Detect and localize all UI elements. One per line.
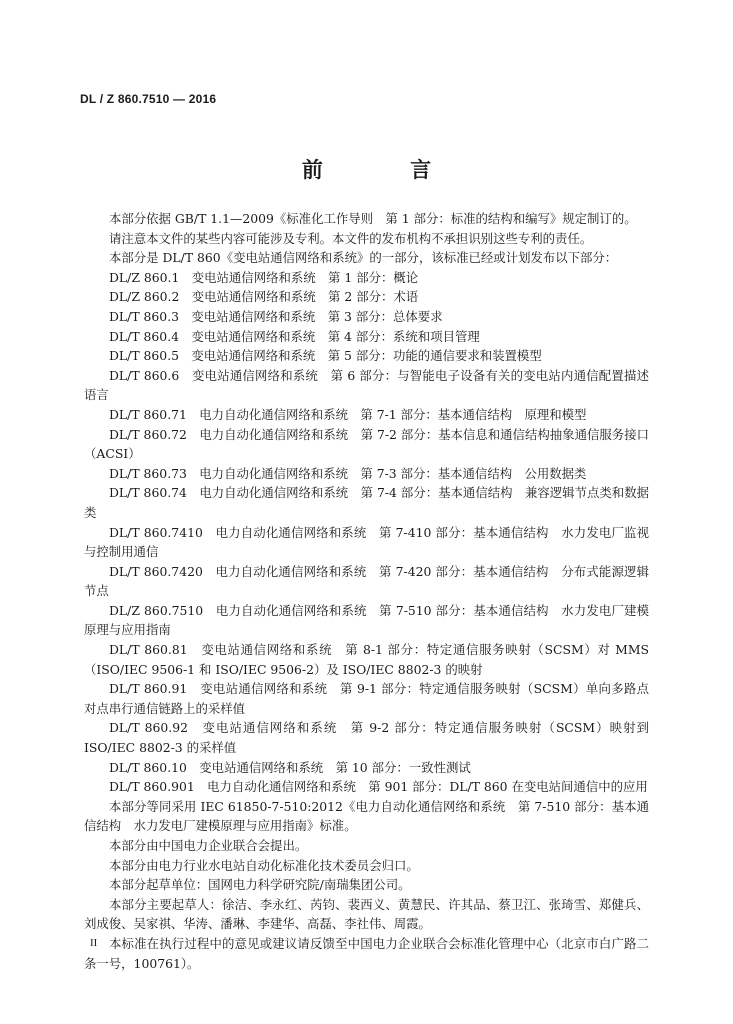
list-item-part-4: DL/T 860.4 变电站通信网络和系统 第 4 部分：系统和项目管理	[109, 328, 480, 344]
document-number: DL / Z 860.7510 — 2016	[80, 92, 217, 106]
list-item-part-92: DL/T 860.92 变电站通信网络和系统 第 9-2 部分：特定通信服务映射（SCSM）映射到 ISO/IEC 8802-3 的采样值	[84, 720, 649, 756]
page-title: 前 言	[301, 157, 472, 182]
list-item-part-7420: DL/T 860.7420 电力自动化通信网络和系统 第 7-420 部分：基本通信结构 分布式能源逻辑节点	[84, 563, 649, 599]
paragraph-proposer: 本部分由中国电力企业联合会提出。	[109, 838, 308, 853]
list-item-part-73: DL/T 860.73 电力自动化通信网络和系统 第 7-3 部分：基本通信结构 公用数据类	[109, 465, 587, 481]
paragraph-drafters: 本部分主要起草人：徐洁、李永红、芮钧、裴西义、黄慧民、许其品、蔡卫江、张琦雪、郑健兵、刘成俊、吴家祺、华涛、潘琳、李建华、高磊、李社伟、周霞。	[84, 896, 649, 932]
list-item-part-74: DL/T 860.74 电力自动化通信网络和系统 第 7-4 部分：基本通信结构 兼容逻辑节点类和数据类	[84, 485, 649, 520]
list-item-part-7410: DL/T 860.7410 电力自动化通信网络和系统 第 7-410 部分：基本通信结构 水力发电厂监视与控制用通信	[84, 524, 649, 560]
list-item-part-81: DL/T 860.81 变电站通信网络和系统 第 8-1 部分：特定通信服务映射（SCSM）对 MMS（ISO/IEC 9506-1 和 ISO/IEC 9506-2）及 ISO/IEC 8802-3 的映射	[84, 642, 649, 677]
paragraph-committee: 本部分由电力行业水电站自动化标准化技术委员会归口。	[109, 857, 419, 873]
list-item-part-10: DL/T 860.10 变电站通信网络和系统 第 10 部分：一致性测试	[109, 759, 471, 775]
paragraph-feedback: 本标准在执行过程中的意见或建议请反馈至中国电力企业联合会标准化管理中心（北京市白广路二条一号，100761）。	[84, 935, 649, 971]
paragraph-drafting-unit: 本部分起草单位：国网电力科学研究院/南瑞集团公司。	[109, 877, 411, 893]
paragraph-patent-notice: 请注意本文件的某些内容可能涉及专利。本文件的发布机构不承担识别这些专利的责任。	[109, 230, 593, 246]
list-item-part-6: DL/T 860.6 变电站通信网络和系统 第 6 部分：与智能电子设备有关的变电站内通信配置描述语言	[84, 367, 649, 403]
paragraph-basis: 本部分依据 GB/T 1.1—2009《标准化工作导则 第 1 部分：标准的结构和编写》规定制订的。	[109, 211, 637, 226]
page-number: II	[90, 937, 98, 949]
foreword-body	[84, 209, 649, 973]
list-item-part-901: DL/T 860.901 电力自动化通信网络和系统 第 901 部分：DL/T 860 在变电站间通信中的应用	[109, 779, 648, 795]
list-item-part-2: DL/Z 860.2 变电站通信网络和系统 第 2 部分：术语	[109, 289, 419, 305]
list-item-part-71: DL/T 860.71 电力自动化通信网络和系统 第 7-1 部分：基本通信结构 原理和模型	[109, 406, 587, 422]
list-item-part-91: DL/T 860.91 变电站通信网络和系统 第 9-1 部分：特定通信服务映射（SCSM）单向多路点对点串行通信链路上的采样值	[84, 681, 649, 716]
list-item-part-5: DL/T 860.5 变电站通信网络和系统 第 5 部分：功能的通信要求和装置模型	[109, 348, 542, 364]
paragraph-series-intro: 本部分是 DL/T 860《变电站通信网络和系统》的一部分，该标准已经或计划发布以下部分：	[109, 250, 618, 266]
paragraph-adoption: 本部分等同采用 IEC 61850-7-510:2012《电力自动化通信网络和系统 第 7-510 部分：基本通信结构 水力发电厂建模原理与应用指南》标准。	[84, 798, 649, 834]
list-item-part-3: DL/T 860.3 变电站通信网络和系统 第 3 部分：总体要求	[109, 308, 443, 324]
list-item-part-72: DL/T 860.72 电力自动化通信网络和系统 第 7-2 部分：基本信息和通信结构抽象通信服务接口（ACSI）	[84, 426, 649, 462]
list-item-part-1: DL/Z 860.1 变电站通信网络和系统 第 1 部分：概论	[109, 269, 419, 285]
list-item-part-7510: DL/Z 860.7510 电力自动化通信网络和系统 第 7-510 部分：基本通信结构 水力发电厂建模原理与应用指南	[84, 602, 649, 638]
